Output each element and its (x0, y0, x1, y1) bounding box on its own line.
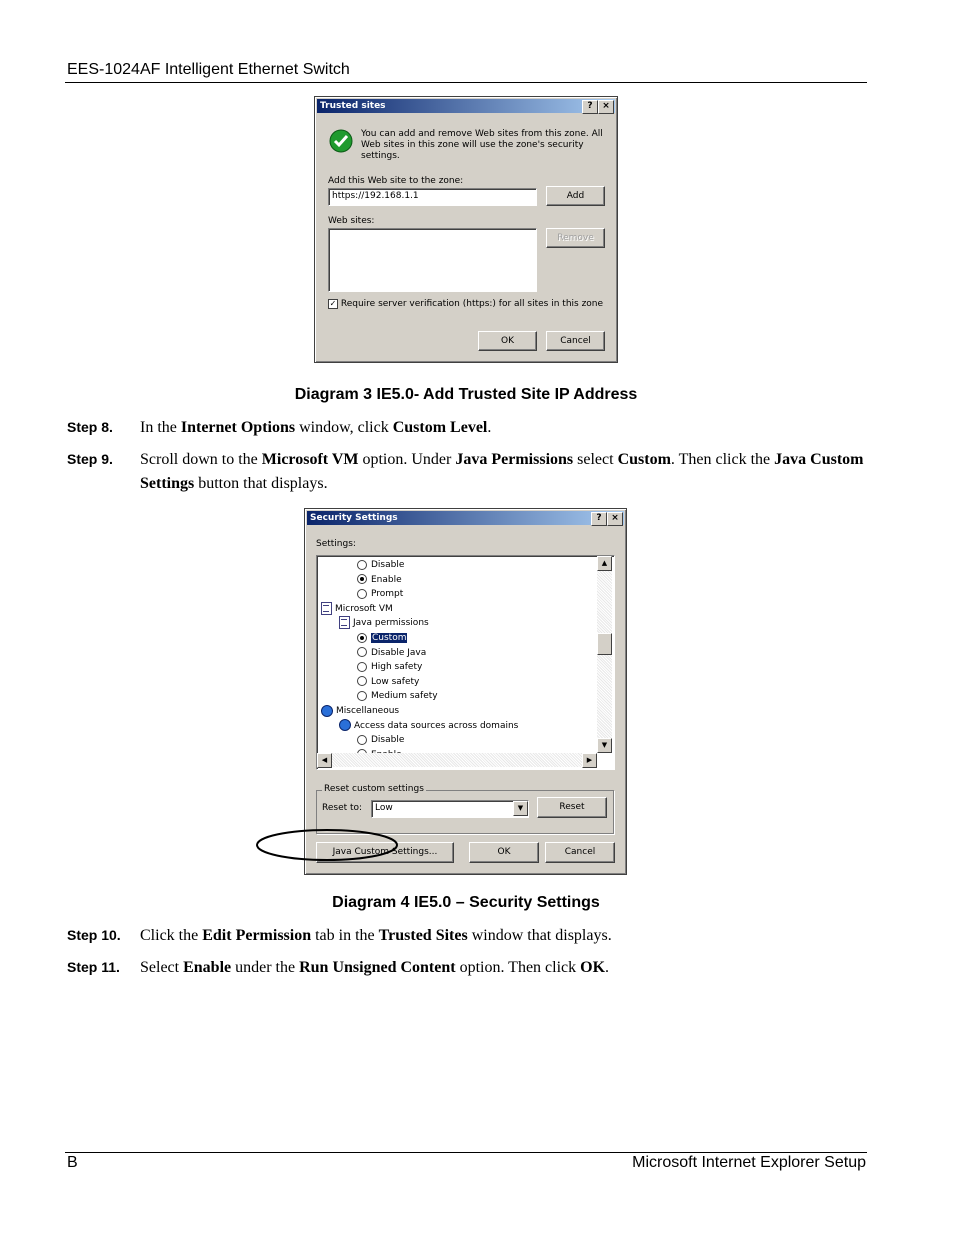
tree-item[interactable] (357, 689, 438, 703)
radio-icon (357, 735, 367, 745)
bold-term: Java Custom Settings (140, 451, 864, 492)
globe-icon (321, 705, 333, 717)
tree-item[interactable] (357, 646, 426, 660)
require-verification-label: Require server verification (https:) for all sites in this zone (340, 299, 604, 309)
trusted-sites-dialog (314, 96, 618, 363)
tree-item-label: Low safety (371, 676, 420, 687)
step-text-part: window, click (295, 419, 393, 436)
radio-icon (357, 676, 367, 686)
bold-term: Run Unsigned Content (299, 959, 456, 976)
tree-item[interactable] (357, 660, 422, 674)
tree-item[interactable] (357, 733, 404, 747)
add-site-input[interactable] (328, 188, 537, 206)
radio-icon (357, 633, 367, 643)
chevron-down-icon[interactable]: ▼ (513, 801, 528, 816)
bold-term: Internet Options (180, 419, 296, 436)
tree-item[interactable] (357, 558, 404, 572)
bold-term: OK (580, 959, 606, 976)
bold-term: Microsoft VM (261, 451, 359, 468)
tree-item[interactable] (357, 675, 419, 689)
radio-icon (357, 589, 367, 599)
close-button[interactable]: × (607, 512, 623, 526)
reset-button[interactable]: Reset (537, 797, 607, 818)
help-button[interactable]: ? (591, 512, 607, 526)
websites-label: Web sites: (328, 216, 375, 226)
radio-icon (357, 560, 367, 570)
step-text (140, 416, 870, 440)
document-icon (321, 602, 332, 615)
reset-to-label: Reset to: (322, 803, 363, 813)
step-text (140, 956, 870, 980)
tree-item[interactable] (339, 719, 518, 733)
ok-button[interactable]: OK (478, 331, 537, 351)
step-text-part: tab in the (311, 927, 379, 944)
footer-right: Microsoft Internet Explorer Setup (632, 1154, 866, 1171)
scroll-left-button[interactable]: ◀ (317, 753, 332, 768)
tree-item-label: Disable (371, 735, 405, 746)
bold-term: Enable (183, 959, 232, 976)
bold-term: Custom (617, 451, 671, 468)
highlight-ellipse (255, 828, 405, 864)
security-settings-titlebar (307, 511, 624, 525)
radio-icon (357, 574, 367, 584)
scroll-right-button[interactable]: ▶ (582, 753, 597, 768)
diagram-4-caption: Diagram 4 IE5.0 – Security Settings (332, 894, 600, 911)
tree-item[interactable] (321, 602, 393, 616)
zone-description: You can add and remove Web sites from this zone. All Web sites in this zone will use the zone's security settings. (361, 129, 603, 161)
header-rule (65, 82, 867, 83)
require-verification-checkbox[interactable]: ✓ (329, 299, 337, 308)
radio-icon (357, 647, 367, 657)
step-text-part: option. Under (358, 451, 456, 468)
footer-rule (65, 1152, 867, 1153)
tree-item-label: Java permissions (353, 618, 429, 629)
tree-item[interactable] (339, 616, 429, 630)
tree-item-label: High safety (371, 662, 423, 673)
footer-left: B (67, 1154, 78, 1171)
tree-item-label: Access data sources across domains (354, 720, 519, 731)
step-text-part: . (487, 419, 492, 436)
step-text-part: . (605, 959, 610, 976)
step-text-part: Select (140, 959, 184, 976)
settings-tree[interactable] (316, 555, 615, 770)
tree-item-label: Microsoft VM (335, 603, 393, 614)
horizontal-scrollbar[interactable] (317, 753, 597, 767)
step-text-part: select (573, 451, 618, 468)
step-text-part: . Then click the (670, 451, 775, 468)
step-text (140, 448, 870, 496)
scroll-thumb[interactable] (597, 633, 612, 655)
add-site-value: https://192.168.1.1 (332, 191, 419, 201)
checkmark-shield-icon (329, 129, 353, 153)
add-button[interactable]: Add (546, 186, 605, 206)
tree-item-label: Disable (371, 560, 405, 570)
tree-item-label: Medium safety (371, 691, 438, 702)
bold-term: Trusted Sites (378, 927, 468, 944)
radio-icon (357, 662, 367, 672)
step-text-part: In the (140, 419, 181, 436)
reset-to-select[interactable] (371, 800, 529, 818)
bold-term: Edit Permission (202, 927, 312, 944)
require-verification-row[interactable] (328, 299, 603, 310)
step-text (140, 924, 870, 948)
settings-label: Settings: (316, 539, 356, 549)
step-text-part: under the (231, 959, 300, 976)
tree-item[interactable] (357, 587, 403, 601)
tree-item[interactable] (357, 631, 407, 645)
reset-group-label: Reset custom settings (324, 784, 424, 794)
tree-item[interactable] (357, 573, 402, 587)
close-button[interactable]: × (598, 100, 614, 114)
websites-list[interactable] (328, 228, 537, 292)
step-text-part: button that displays. (194, 475, 328, 492)
step-label: Step 10. (67, 927, 121, 943)
step-text-part: Click the (140, 927, 203, 944)
scroll-up-button[interactable]: ▲ (597, 556, 612, 571)
security-settings-title: Security Settings (310, 513, 398, 523)
step-text-part: option. Then click (455, 959, 581, 976)
java-custom-settings-button[interactable]: Java Custom Settings... (316, 842, 454, 863)
scroll-down-button[interactable]: ▼ (597, 738, 612, 753)
document-icon (339, 616, 350, 629)
step-text-part: window that displays. (467, 927, 612, 944)
step-label: Step 9. (67, 451, 113, 467)
step-text-part: Scroll down to the (140, 451, 262, 468)
help-button[interactable]: ? (582, 100, 598, 114)
tree-item-label: Enable (371, 574, 402, 585)
step-label: Step 11. (67, 959, 120, 975)
bold-term: Java Permissions (455, 451, 574, 468)
cancel-button[interactable]: Cancel (545, 842, 615, 863)
ok-button[interactable]: OK (469, 842, 539, 863)
add-site-label: Add this Web site to the zone: (328, 176, 464, 186)
step-label: Step 8. (67, 419, 113, 435)
trusted-sites-titlebar (317, 99, 615, 113)
tree-item-label: Custom (372, 633, 407, 643)
tree-item-label: Miscellaneous (336, 706, 400, 716)
remove-button[interactable]: Remove (546, 228, 605, 248)
bold-term: Custom Level (392, 419, 488, 436)
reset-to-value: Low (375, 803, 393, 813)
page-header-title: EES-1024AF Intelligent Ethernet Switch (67, 61, 350, 78)
globe-icon (339, 719, 351, 731)
security-settings-dialog (304, 508, 627, 875)
trusted-sites-title: Trusted sites (320, 101, 386, 111)
tree-item-label: Disable Java (371, 647, 427, 658)
tree-item[interactable] (321, 704, 399, 718)
diagram-3-caption: Diagram 3 IE5.0- Add Trusted Site IP Address (294, 386, 638, 403)
radio-icon (357, 691, 367, 701)
cancel-button[interactable]: Cancel (546, 331, 605, 351)
tree-item-label: Prompt (371, 589, 404, 600)
